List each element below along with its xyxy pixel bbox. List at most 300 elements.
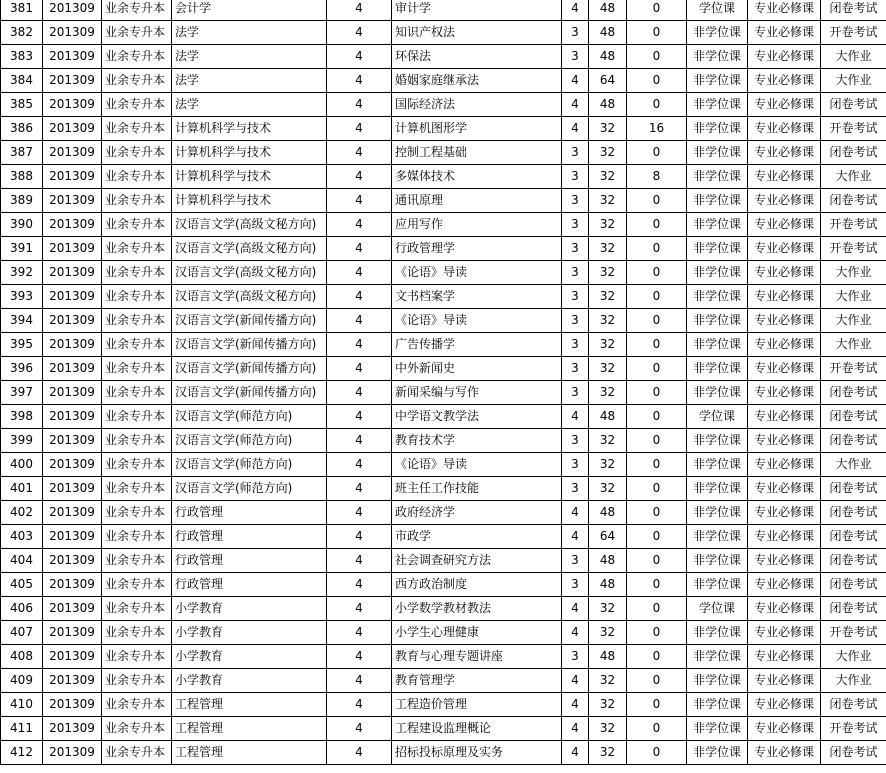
credits-cell: 3 <box>562 549 589 573</box>
degree-type-cell: 非学位课 <box>687 333 748 357</box>
degree-type-cell: 非学位课 <box>687 285 748 309</box>
hours-cell: 32 <box>589 717 627 741</box>
duration-cell: 4 <box>327 549 392 573</box>
duration-cell: 4 <box>327 45 392 69</box>
course-category-cell: 专业必修课 <box>748 165 821 189</box>
exam-type-cell: 闭卷考试 <box>821 93 886 117</box>
hours-cell: 32 <box>589 261 627 285</box>
program-type-cell: 业余专升本 <box>102 717 172 741</box>
exam-type-cell: 开卷考试 <box>821 117 886 141</box>
degree-type-cell: 非学位课 <box>687 357 748 381</box>
lab-hours-cell: 0 <box>627 237 687 261</box>
row-number-cell: 393 <box>1 285 43 309</box>
row-number-cell: 384 <box>1 69 43 93</box>
program-type-cell: 业余专升本 <box>102 45 172 69</box>
row-number-cell: 388 <box>1 165 43 189</box>
exam-type-cell: 开卷考试 <box>821 237 886 261</box>
program-type-cell: 业余专升本 <box>102 669 172 693</box>
duration-cell: 4 <box>327 693 392 717</box>
term-cell: 201309 <box>43 741 102 765</box>
hours-cell: 32 <box>589 693 627 717</box>
term-cell: 201309 <box>43 0 102 21</box>
hours-cell: 32 <box>589 741 627 765</box>
term-cell: 201309 <box>43 669 102 693</box>
degree-type-cell: 非学位课 <box>687 117 748 141</box>
course-name-cell: 控制工程基础 <box>392 141 562 165</box>
duration-cell: 4 <box>327 501 392 525</box>
duration-cell: 4 <box>327 645 392 669</box>
table-row <box>1 189 886 213</box>
major-cell: 汉语言文学(新闻传播方向) <box>172 309 327 333</box>
term-cell: 201309 <box>43 573 102 597</box>
duration-cell: 4 <box>327 93 392 117</box>
course-category-cell: 专业必修课 <box>748 621 821 645</box>
major-cell: 法学 <box>172 45 327 69</box>
degree-type-cell: 非学位课 <box>687 477 748 501</box>
course-category-cell: 专业必修课 <box>748 21 821 45</box>
program-type-cell: 业余专升本 <box>102 525 172 549</box>
degree-type-cell: 非学位课 <box>687 645 748 669</box>
hours-cell: 32 <box>589 141 627 165</box>
hours-cell: 32 <box>589 309 627 333</box>
table-row <box>1 549 886 573</box>
course-category-cell: 专业必修课 <box>748 237 821 261</box>
major-cell: 汉语言文学(师范方向) <box>172 453 327 477</box>
degree-type-cell: 非学位课 <box>687 21 748 45</box>
credits-cell: 3 <box>562 429 589 453</box>
course-name-cell: 多媒体技术 <box>392 165 562 189</box>
major-cell: 工程管理 <box>172 741 327 765</box>
table-row <box>1 45 886 69</box>
hours-cell: 32 <box>589 357 627 381</box>
hours-cell: 32 <box>589 213 627 237</box>
exam-type-cell: 开卷考试 <box>821 21 886 45</box>
hours-cell: 64 <box>589 525 627 549</box>
term-cell: 201309 <box>43 549 102 573</box>
major-cell: 汉语言文学(高级文秘方向) <box>172 213 327 237</box>
table-row <box>1 333 886 357</box>
credits-cell: 4 <box>562 69 589 93</box>
credits-cell: 4 <box>562 693 589 717</box>
exam-type-cell: 开卷考试 <box>821 717 886 741</box>
course-name-cell: 教育技术学 <box>392 429 562 453</box>
hours-cell: 32 <box>589 597 627 621</box>
hours-cell: 32 <box>589 165 627 189</box>
table-row <box>1 141 886 165</box>
hours-cell: 32 <box>589 333 627 357</box>
course-category-cell: 专业必修课 <box>748 573 821 597</box>
credits-cell: 4 <box>562 0 589 21</box>
row-number-cell: 409 <box>1 669 43 693</box>
row-number-cell: 386 <box>1 117 43 141</box>
degree-type-cell: 非学位课 <box>687 573 748 597</box>
degree-type-cell: 非学位课 <box>687 45 748 69</box>
course-name-cell: 《论语》导读 <box>392 309 562 333</box>
table-row <box>1 741 886 765</box>
program-type-cell: 业余专升本 <box>102 453 172 477</box>
row-number-cell: 391 <box>1 237 43 261</box>
major-cell: 汉语言文学(高级文秘方向) <box>172 261 327 285</box>
credits-cell: 3 <box>562 141 589 165</box>
credits-cell: 3 <box>562 333 589 357</box>
lab-hours-cell: 0 <box>627 333 687 357</box>
course-category-cell: 专业必修课 <box>748 333 821 357</box>
duration-cell: 4 <box>327 141 392 165</box>
lab-hours-cell: 0 <box>627 477 687 501</box>
row-number-cell: 407 <box>1 621 43 645</box>
lab-hours-cell: 0 <box>627 717 687 741</box>
term-cell: 201309 <box>43 261 102 285</box>
row-number-cell: 412 <box>1 741 43 765</box>
lab-hours-cell: 0 <box>627 741 687 765</box>
course-name-cell: 国际经济法 <box>392 93 562 117</box>
duration-cell: 4 <box>327 381 392 405</box>
row-number-cell: 408 <box>1 645 43 669</box>
lab-hours-cell: 0 <box>627 141 687 165</box>
exam-type-cell: 大作业 <box>821 69 886 93</box>
degree-type-cell: 非学位课 <box>687 141 748 165</box>
course-name-cell: 审计学 <box>392 0 562 21</box>
credits-cell: 3 <box>562 237 589 261</box>
credits-cell: 4 <box>562 597 589 621</box>
term-cell: 201309 <box>43 189 102 213</box>
program-type-cell: 业余专升本 <box>102 381 172 405</box>
duration-cell: 4 <box>327 357 392 381</box>
major-cell: 行政管理 <box>172 501 327 525</box>
course-name-cell: 知识产权法 <box>392 21 562 45</box>
major-cell: 小学教育 <box>172 645 327 669</box>
course-category-cell: 专业必修课 <box>748 549 821 573</box>
row-number-cell: 397 <box>1 381 43 405</box>
credits-cell: 3 <box>562 645 589 669</box>
lab-hours-cell: 0 <box>627 693 687 717</box>
term-cell: 201309 <box>43 309 102 333</box>
duration-cell: 4 <box>327 261 392 285</box>
duration-cell: 4 <box>327 741 392 765</box>
course-category-cell: 专业必修课 <box>748 669 821 693</box>
course-category-cell: 专业必修课 <box>748 213 821 237</box>
table-row <box>1 93 886 117</box>
course-category-cell: 专业必修课 <box>748 309 821 333</box>
credits-cell: 4 <box>562 405 589 429</box>
course-category-cell: 专业必修课 <box>748 693 821 717</box>
course-category-cell: 专业必修课 <box>748 93 821 117</box>
degree-type-cell: 非学位课 <box>687 189 748 213</box>
degree-type-cell: 非学位课 <box>687 621 748 645</box>
credits-cell: 4 <box>562 93 589 117</box>
course-name-cell: 《论语》导读 <box>392 453 562 477</box>
table-row <box>1 501 886 525</box>
lab-hours-cell: 0 <box>627 405 687 429</box>
exam-type-cell: 大作业 <box>821 261 886 285</box>
major-cell: 计算机科学与技术 <box>172 165 327 189</box>
major-cell: 汉语言文学(新闻传播方向) <box>172 333 327 357</box>
lab-hours-cell: 0 <box>627 597 687 621</box>
major-cell: 汉语言文学(高级文秘方向) <box>172 285 327 309</box>
hours-cell: 32 <box>589 285 627 309</box>
major-cell: 行政管理 <box>172 573 327 597</box>
degree-type-cell: 非学位课 <box>687 549 748 573</box>
duration-cell: 4 <box>327 213 392 237</box>
exam-type-cell: 大作业 <box>821 165 886 189</box>
program-type-cell: 业余专升本 <box>102 333 172 357</box>
program-type-cell: 业余专升本 <box>102 21 172 45</box>
degree-type-cell: 非学位课 <box>687 309 748 333</box>
degree-type-cell: 非学位课 <box>687 453 748 477</box>
course-category-cell: 专业必修课 <box>748 645 821 669</box>
exam-type-cell: 大作业 <box>821 285 886 309</box>
lab-hours-cell: 0 <box>627 501 687 525</box>
exam-type-cell: 大作业 <box>821 333 886 357</box>
program-type-cell: 业余专升本 <box>102 429 172 453</box>
course-category-cell: 专业必修课 <box>748 189 821 213</box>
program-type-cell: 业余专升本 <box>102 285 172 309</box>
duration-cell: 4 <box>327 0 392 21</box>
course-name-cell: 新闻采编与写作 <box>392 381 562 405</box>
table-row <box>1 0 886 21</box>
lab-hours-cell: 8 <box>627 165 687 189</box>
course-category-cell: 专业必修课 <box>748 357 821 381</box>
table-row <box>1 429 886 453</box>
exam-type-cell: 闭卷考试 <box>821 525 886 549</box>
credits-cell: 3 <box>562 165 589 189</box>
exam-type-cell: 大作业 <box>821 645 886 669</box>
row-number-cell: 381 <box>1 0 43 21</box>
table-row <box>1 117 886 141</box>
course-name-cell: 《论语》导读 <box>392 261 562 285</box>
term-cell: 201309 <box>43 141 102 165</box>
program-type-cell: 业余专升本 <box>102 357 172 381</box>
course-name-cell: 环保法 <box>392 45 562 69</box>
program-type-cell: 业余专升本 <box>102 237 172 261</box>
degree-type-cell: 非学位课 <box>687 237 748 261</box>
hours-cell: 32 <box>589 429 627 453</box>
lab-hours-cell: 0 <box>627 645 687 669</box>
table-body <box>1 0 886 765</box>
term-cell: 201309 <box>43 453 102 477</box>
major-cell: 汉语言文学(新闻传播方向) <box>172 357 327 381</box>
lab-hours-cell: 0 <box>627 573 687 597</box>
course-name-cell: 计算机图形学 <box>392 117 562 141</box>
hours-cell: 48 <box>589 573 627 597</box>
row-number-cell: 404 <box>1 549 43 573</box>
exam-type-cell: 开卷考试 <box>821 357 886 381</box>
major-cell: 计算机科学与技术 <box>172 189 327 213</box>
hours-cell: 32 <box>589 189 627 213</box>
table-row <box>1 717 886 741</box>
table-row <box>1 621 886 645</box>
table-row <box>1 525 886 549</box>
program-type-cell: 业余专升本 <box>102 69 172 93</box>
degree-type-cell: 非学位课 <box>687 501 748 525</box>
lab-hours-cell: 0 <box>627 213 687 237</box>
program-type-cell: 业余专升本 <box>102 405 172 429</box>
lab-hours-cell: 0 <box>627 453 687 477</box>
row-number-cell: 401 <box>1 477 43 501</box>
course-category-cell: 专业必修课 <box>748 717 821 741</box>
hours-cell: 48 <box>589 0 627 21</box>
duration-cell: 4 <box>327 573 392 597</box>
degree-type-cell: 非学位课 <box>687 669 748 693</box>
course-name-cell: 婚姻家庭继承法 <box>392 69 562 93</box>
exam-type-cell: 闭卷考试 <box>821 477 886 501</box>
credits-cell: 4 <box>562 501 589 525</box>
row-number-cell: 398 <box>1 405 43 429</box>
course-name-cell: 市政学 <box>392 525 562 549</box>
row-number-cell: 400 <box>1 453 43 477</box>
duration-cell: 4 <box>327 309 392 333</box>
course-name-cell: 中学语文教学法 <box>392 405 562 429</box>
row-number-cell: 396 <box>1 357 43 381</box>
major-cell: 行政管理 <box>172 549 327 573</box>
exam-type-cell: 大作业 <box>821 453 886 477</box>
course-name-cell: 行政管理学 <box>392 237 562 261</box>
lab-hours-cell: 0 <box>627 549 687 573</box>
degree-type-cell: 学位课 <box>687 597 748 621</box>
program-type-cell: 业余专升本 <box>102 597 172 621</box>
row-number-cell: 392 <box>1 261 43 285</box>
table-row <box>1 309 886 333</box>
degree-type-cell: 非学位课 <box>687 717 748 741</box>
exam-type-cell: 闭卷考试 <box>821 405 886 429</box>
credits-cell: 3 <box>562 261 589 285</box>
lab-hours-cell: 0 <box>627 525 687 549</box>
table-row <box>1 237 886 261</box>
exam-type-cell: 闭卷考试 <box>821 141 886 165</box>
duration-cell: 4 <box>327 69 392 93</box>
duration-cell: 4 <box>327 597 392 621</box>
major-cell: 汉语言文学(师范方向) <box>172 477 327 501</box>
credits-cell: 3 <box>562 453 589 477</box>
exam-type-cell: 大作业 <box>821 309 886 333</box>
term-cell: 201309 <box>43 21 102 45</box>
exam-type-cell: 开卷考试 <box>821 213 886 237</box>
duration-cell: 4 <box>327 21 392 45</box>
hours-cell: 48 <box>589 45 627 69</box>
course-name-cell: 工程建设监理概论 <box>392 717 562 741</box>
credits-cell: 4 <box>562 117 589 141</box>
term-cell: 201309 <box>43 285 102 309</box>
program-type-cell: 业余专升本 <box>102 645 172 669</box>
exam-type-cell: 闭卷考试 <box>821 381 886 405</box>
term-cell: 201309 <box>43 405 102 429</box>
course-name-cell: 中外新闻史 <box>392 357 562 381</box>
credits-cell: 3 <box>562 381 589 405</box>
course-name-cell: 小学数学教材教法 <box>392 597 562 621</box>
major-cell: 会计学 <box>172 0 327 21</box>
lab-hours-cell: 0 <box>627 357 687 381</box>
exam-type-cell: 开卷考试 <box>821 621 886 645</box>
duration-cell: 4 <box>327 717 392 741</box>
term-cell: 201309 <box>43 165 102 189</box>
table-row <box>1 213 886 237</box>
course-category-cell: 专业必修课 <box>748 285 821 309</box>
credits-cell: 4 <box>562 621 589 645</box>
course-name-cell: 小学生心理健康 <box>392 621 562 645</box>
hours-cell: 64 <box>589 69 627 93</box>
credits-cell: 3 <box>562 189 589 213</box>
degree-type-cell: 非学位课 <box>687 429 748 453</box>
table-row <box>1 597 886 621</box>
table-row <box>1 645 886 669</box>
duration-cell: 4 <box>327 237 392 261</box>
lab-hours-cell: 16 <box>627 117 687 141</box>
course-category-cell: 专业必修课 <box>748 0 821 21</box>
major-cell: 汉语言文学(新闻传播方向) <box>172 381 327 405</box>
degree-type-cell: 学位课 <box>687 405 748 429</box>
credits-cell: 4 <box>562 717 589 741</box>
course-category-cell: 专业必修课 <box>748 741 821 765</box>
term-cell: 201309 <box>43 501 102 525</box>
term-cell: 201309 <box>43 645 102 669</box>
lab-hours-cell: 0 <box>627 621 687 645</box>
course-category-cell: 专业必修课 <box>748 117 821 141</box>
table-row <box>1 381 886 405</box>
credits-cell: 4 <box>562 525 589 549</box>
row-number-cell: 405 <box>1 573 43 597</box>
lab-hours-cell: 0 <box>627 381 687 405</box>
hours-cell: 32 <box>589 237 627 261</box>
row-number-cell: 395 <box>1 333 43 357</box>
term-cell: 201309 <box>43 597 102 621</box>
exam-type-cell: 大作业 <box>821 45 886 69</box>
course-category-cell: 专业必修课 <box>748 45 821 69</box>
degree-type-cell: 学位课 <box>687 0 748 21</box>
major-cell: 汉语言文学(师范方向) <box>172 405 327 429</box>
row-number-cell: 389 <box>1 189 43 213</box>
hours-cell: 48 <box>589 549 627 573</box>
row-number-cell: 410 <box>1 693 43 717</box>
major-cell: 汉语言文学(师范方向) <box>172 429 327 453</box>
lab-hours-cell: 0 <box>627 261 687 285</box>
course-name-cell: 班主任工作技能 <box>392 477 562 501</box>
course-category-cell: 专业必修课 <box>748 261 821 285</box>
credits-cell: 3 <box>562 477 589 501</box>
exam-type-cell: 大作业 <box>821 669 886 693</box>
term-cell: 201309 <box>43 693 102 717</box>
term-cell: 201309 <box>43 381 102 405</box>
lab-hours-cell: 0 <box>627 45 687 69</box>
course-name-cell: 文书档案学 <box>392 285 562 309</box>
course-name-cell: 工程造价管理 <box>392 693 562 717</box>
course-category-cell: 专业必修课 <box>748 381 821 405</box>
course-category-cell: 专业必修课 <box>748 429 821 453</box>
table-row <box>1 405 886 429</box>
program-type-cell: 业余专升本 <box>102 477 172 501</box>
table-row <box>1 693 886 717</box>
term-cell: 201309 <box>43 45 102 69</box>
degree-type-cell: 非学位课 <box>687 93 748 117</box>
credits-cell: 3 <box>562 285 589 309</box>
hours-cell: 32 <box>589 381 627 405</box>
major-cell: 汉语言文学(高级文秘方向) <box>172 237 327 261</box>
credits-cell: 3 <box>562 573 589 597</box>
exam-type-cell: 闭卷考试 <box>821 189 886 213</box>
duration-cell: 4 <box>327 669 392 693</box>
program-type-cell: 业余专升本 <box>102 93 172 117</box>
row-number-cell: 399 <box>1 429 43 453</box>
credits-cell: 3 <box>562 45 589 69</box>
duration-cell: 4 <box>327 621 392 645</box>
table-row <box>1 573 886 597</box>
course-name-cell: 西方政治制度 <box>392 573 562 597</box>
lab-hours-cell: 0 <box>627 429 687 453</box>
exam-type-cell: 闭卷考试 <box>821 573 886 597</box>
row-number-cell: 411 <box>1 717 43 741</box>
duration-cell: 4 <box>327 189 392 213</box>
table-row <box>1 453 886 477</box>
exam-type-cell: 闭卷考试 <box>821 597 886 621</box>
